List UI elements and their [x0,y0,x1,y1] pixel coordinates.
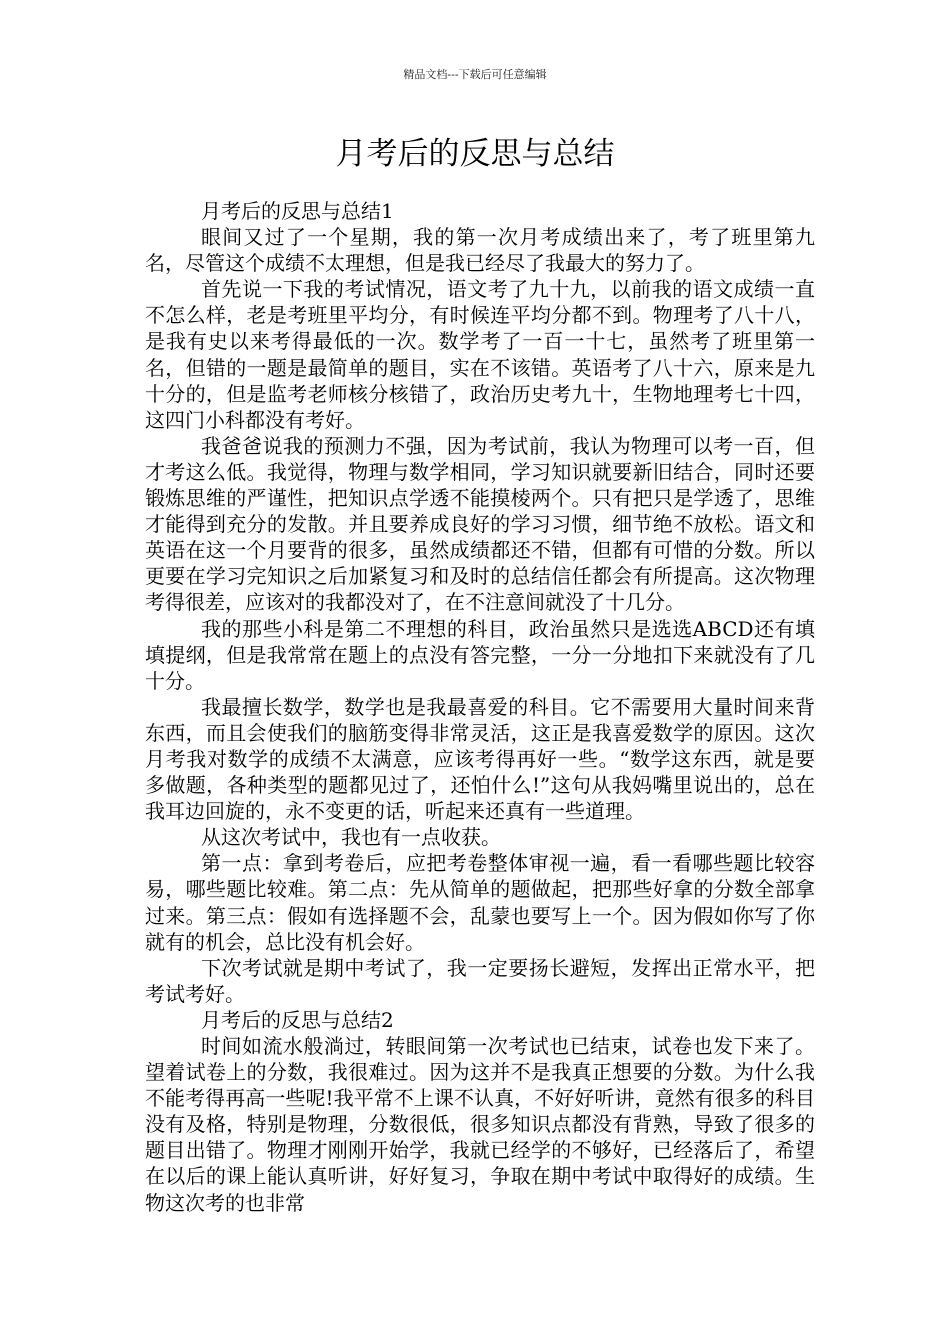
paragraph: 首先说一下我的考试情况，语文考了九十九，以前我的语文成绩一直不怎么样，老是考班里平均分，有时候连平均分都不到。物理考了八十八，是我有史以来考得最低的一次。数学考了一百一十七，虽然考了班里第一名，但错的一题是最简单的题目，实在不该错。英语考了八十六，原来是九十分的，但是监考老师核分核错了，政治历史考九十，生物地理考七十四，这四门小科都没有考好。 [145,277,815,432]
paragraph: 我的那些小科是第二不理想的科目，政治虽然只是选选ABCD还有填填提纲，但是我常常在题上的点没有答完整，一分一分地扣下来就没有了几十分。 [145,616,815,693]
page-title: 月考后的反思与总结 [335,136,615,172]
paragraph: 从这次考试中，我也有一点收获。 [201,825,501,850]
document-body [145,198,815,1216]
paragraph: 时间如流水般淌过，转眼间第一次考试也已结束，试卷也发下来了。望着试卷上的分数，我很难过。因为这并不是我真正想要的分数。为什么我不能考得再高一些呢!我平常不上课不认真，不好好听讲，竟然有很多的科目没有及格，特别是物理，分数很低，很多知识点都没有背熟，导致了很多的题目出错了。物理才刚刚开始学，我就已经学的不够好，已经落后了，希望在以后的课上能认真听讲，好好复习，争取在期中考试中取得好的成绩。生物这次考的也非常 [145,1034,815,1215]
paragraph: 第一点：拿到考卷后，应把考卷整体审视一遍，看一看哪些题比较容易，哪些题比较难。第二点：先从简单的题做起，把那些好拿的分数全部拿过来。第三点：假如有选择题不会，乱蒙也要写上一个。因为假如你写了你就有的机会，总比没有机会好。 [145,851,815,954]
section-heading-2: 月考后的反思与总结2 [201,1007,394,1032]
paragraph: 我爸爸说我的预测力不强，因为考试前，我认为物理可以考一百，但才考这么低。我觉得，物理与数学相同，学习知识就要新旧结合，同时还要锻炼思维的严谨性，把知识点学透不能摸棱两个。只有把只是学透了，思维才能得到充分的发散。并且要养成良好的学习习惯，细节绝不放松。语文和英语在这一个月要背的很多，虽然成绩都还不错，但都有可惜的分数。所以更要在学习完知识之后加紧复习和及时的总结信任都会有所提高。这次物理考得很差，应该对的我都没对了，在不注意间就没了十几分。 [145,433,815,615]
paragraph: 下次考试就是期中考试了，我一定要扬长避短，发挥出正常水平，把考试考好。 [145,955,815,1006]
paragraph: 眼间又过了一个星期，我的第一次月考成绩出来了，考了班里第九名，尽管这个成绩不太理想，但是我已经尽了我最大的努力了。 [145,225,815,276]
page-header-note: 精品文档---下载后可任意编辑 [403,68,547,81]
section-heading-1: 月考后的反思与总结1 [201,199,394,223]
paragraph: 我最擅长数学，数学也是我最喜爱的科目。它不需要用大量时间来背东西，而且会使我们的脑筋变得非常灵活，这正是我喜爱数学的原因。这次月考我对数学的成绩不太满意，应该考得再好一些。“数学这东西，就是要多做题，各种类型的题都见过了，还怕什么!”这句从我妈嘴里说出的，总在我耳边回旋的，永不变更的话，听起来还真有一些道理。 [145,694,815,824]
